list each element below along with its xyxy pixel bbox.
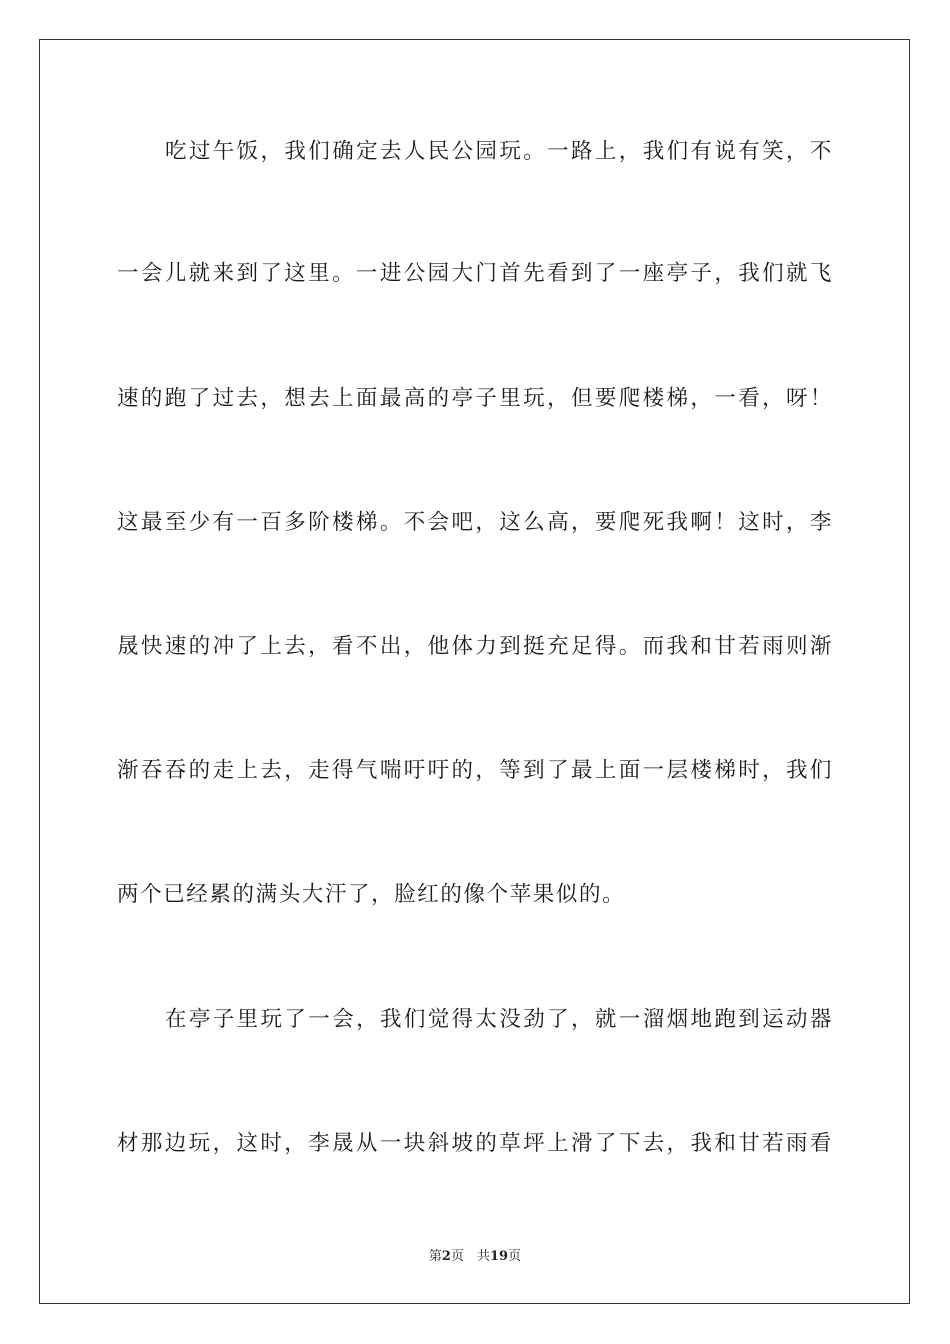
paragraph-1-line-4: 这最至少有一百多阶楼梯。不会吧，这么高，要爬死我啊！这时，李 bbox=[117, 510, 833, 535]
page-border bbox=[39, 39, 910, 1304]
paragraph-1-line-1: 吃过午饭，我们确定去人民公园玩。一路上，我们有说有笑，不 bbox=[165, 139, 833, 164]
footer-current-page: 2 bbox=[441, 1249, 451, 1264]
page-number-footer bbox=[0, 1248, 950, 1266]
footer-page-mid: 页 共 bbox=[450, 1249, 490, 1264]
paragraph-1-line-3: 速的跑了过去，想去上面最高的亭子里玩，但要爬楼梯，一看，呀！ bbox=[117, 386, 833, 411]
footer-page-suffix: 页 bbox=[508, 1249, 522, 1264]
paragraph-2-line-2: 材那边玩，这时，李晟从一块斜坡的草坪上滑了下去，我和甘若雨看 bbox=[117, 1131, 833, 1156]
footer-page-prefix: 第 bbox=[428, 1249, 442, 1264]
footer-total-pages: 19 bbox=[489, 1249, 509, 1264]
paragraph-2-line-1: 在亭子里玩了一会，我们觉得太没劲了，就一溜烟地跑到运动器 bbox=[165, 1007, 833, 1032]
paragraph-1-line-7: 两个已经累的满头大汗了，脸红的像个苹果似的。 bbox=[117, 882, 626, 907]
paragraph-1-line-6: 渐吞吞的走上去，走得气喘吁吁的，等到了最上面一层楼梯时，我们 bbox=[117, 758, 833, 783]
paragraph-1-line-2: 一会儿就来到了这里。一进公园大门首先看到了一座亭子，我们就飞 bbox=[117, 261, 833, 286]
paragraph-1-line-5: 晟快速的冲了上去，看不出，他体力到挺充足得。而我和甘若雨则渐 bbox=[117, 634, 833, 659]
